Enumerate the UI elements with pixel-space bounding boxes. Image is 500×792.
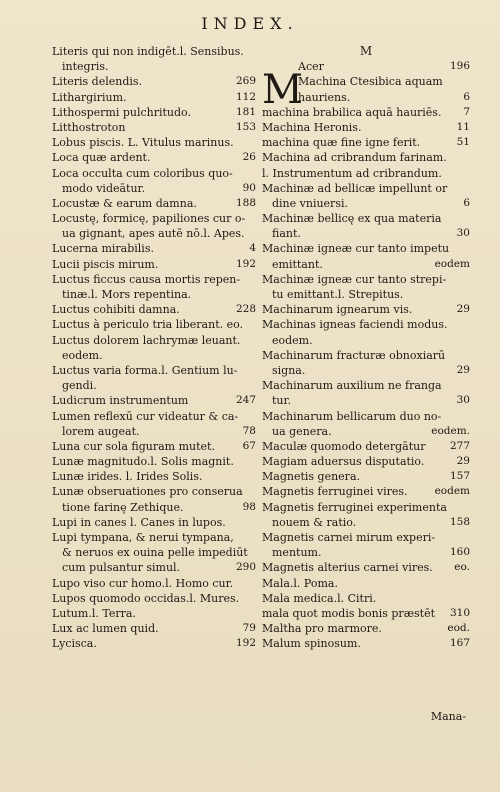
index-entry	[52, 44, 256, 59]
entry-page-number: 157	[449, 470, 470, 483]
entry-text: tu emittant.l. Strepitus.	[272, 288, 404, 301]
entry-text: Magnetis genera.	[262, 470, 360, 484]
index-entry	[52, 636, 256, 651]
entry-text: Luctus dolorem lachrymæ leuant.	[52, 333, 241, 347]
entry-text: Machinarum bellicarum duo no-	[262, 409, 442, 423]
entry-text: cum pulsantur simul.	[62, 561, 181, 575]
entry-page-number: 29	[456, 363, 470, 376]
entry-text: Loca occulta cum coloribus quo-	[52, 166, 233, 180]
entry-text: tione farinę Zethique.	[62, 500, 184, 514]
entry-text: mentum.	[272, 546, 322, 560]
entry-page-number: 98	[242, 500, 256, 513]
entry-page-number: 29	[456, 455, 470, 468]
index-entry	[262, 409, 470, 424]
entry-text: Lupos quomodo occidas.l. Mures.	[52, 591, 240, 605]
index-entry	[262, 150, 470, 165]
entry-text: Mala.l. Poma.	[262, 576, 338, 590]
index-entry	[52, 576, 256, 591]
entry-text: Magnetis carnei mirum experi-	[262, 531, 436, 544]
entry-text: fiant.	[272, 227, 301, 241]
index-entry	[262, 257, 470, 272]
entry-page-number: 160	[449, 546, 470, 559]
section-letter: M	[359, 44, 373, 58]
entry-text: Literis qui non indigēt.l. Sensibus.	[52, 45, 244, 58]
entry-text: Acer	[298, 60, 324, 74]
entry-text: Literis delendis.	[52, 75, 143, 89]
entry-text: Lycisca.	[52, 637, 97, 651]
index-entry	[52, 333, 256, 348]
index-entry	[52, 74, 256, 89]
entry-text: dine vniuersi.	[272, 196, 348, 210]
entry-text: Machina ad cribrandum farinam.	[262, 151, 447, 165]
entry-text: Machinarum fracturæ obnoxiarū	[262, 348, 446, 362]
index-entry	[52, 135, 256, 150]
entry-text: Lucerna mirabilis.	[52, 242, 154, 256]
entry-text: mala quot modis bonis præstēt	[262, 606, 436, 620]
entry-page-number: 290	[235, 561, 256, 574]
entry-text: eodem.	[272, 333, 313, 347]
entry-text: Machina Ctesibica aquam	[298, 75, 443, 89]
entry-text: Loca quæ ardent.	[52, 151, 151, 165]
index-entry	[52, 150, 256, 165]
index-entry	[262, 545, 470, 560]
entry-text: & neruos ex ouina pelle impediūt	[62, 546, 248, 560]
entry-text: Luctus varia forma.l. Gentium lu-	[52, 363, 238, 377]
drop-initial: M	[262, 67, 303, 114]
entry-page-number: 26	[242, 151, 256, 164]
index-entry	[52, 105, 256, 120]
index-entry	[262, 181, 470, 196]
entry-text: Locustę, formicę, papiliones cur o-	[52, 212, 246, 226]
entry-page-number: 192	[235, 257, 256, 270]
entry-page-number: eo.	[454, 561, 470, 574]
entry-text: Machinæ igneæ cur tanto impetu	[262, 242, 450, 256]
index-entry	[262, 515, 470, 530]
entry-page-number: 310	[449, 606, 470, 619]
entry-text: Mala medica.l. Citri.	[262, 591, 377, 605]
index-entry	[52, 272, 256, 287]
entry-text: tur.	[272, 394, 292, 408]
entry-page-number: 29	[456, 303, 470, 316]
index-entry	[262, 378, 470, 393]
index-entry	[262, 317, 470, 332]
entry-text: Machina Heronis.	[262, 120, 362, 134]
entry-page-number: 78	[242, 424, 256, 437]
index-entry	[52, 120, 256, 135]
entry-text: machina brabilica aquā hauriēs.	[262, 105, 442, 119]
index-entry	[262, 302, 470, 317]
index-entry	[52, 348, 256, 363]
entry-page-number: 6	[463, 90, 470, 103]
index-entry	[52, 317, 256, 332]
index-entry	[52, 211, 256, 226]
entry-text: Machinæ igneæ cur tanto strepi-	[262, 272, 447, 286]
entry-text: machina quæ fine igne ferit.	[262, 136, 421, 150]
index-entry	[52, 363, 256, 378]
entry-text: Machinas igneas faciendi modus.	[262, 318, 448, 332]
left-column	[52, 44, 256, 652]
index-entry	[52, 454, 256, 469]
entry-text: Lupi in canes l. Canes in lupos.	[52, 515, 226, 529]
entry-page-number: 79	[242, 622, 256, 635]
entry-text: Lutum.l. Terra.	[52, 606, 136, 620]
entry-page-number: eod.	[447, 622, 470, 635]
index-entry	[52, 59, 256, 74]
entry-text: Locustæ & earum damna.	[52, 196, 197, 210]
entry-text: Litthostroton	[52, 120, 126, 134]
entry-page-number: 228	[235, 303, 256, 316]
index-entry	[52, 591, 256, 606]
entry-text: Lux ac lumen quid.	[52, 622, 159, 636]
entry-text: eodem.	[62, 348, 103, 362]
index-entry	[52, 181, 256, 196]
entry-text: Machinarum ignearum vis.	[262, 303, 413, 317]
index-entry	[52, 439, 256, 454]
index-entry	[52, 484, 256, 499]
entry-page-number: eodem	[434, 257, 470, 270]
index-entry	[52, 545, 256, 560]
entry-page-number: 112	[235, 90, 256, 103]
entry-page-number: 153	[235, 120, 256, 133]
entry-text: hauriens.	[298, 90, 351, 104]
index-entry	[52, 166, 256, 181]
entry-page-number: 7	[463, 105, 470, 118]
entry-text: signa.	[272, 363, 306, 377]
entry-text: tinæ.l. Mors repentina.	[62, 288, 192, 301]
index-entry	[262, 196, 470, 211]
index-entry	[52, 606, 256, 621]
index-entry	[262, 135, 470, 150]
entry-text: Lupi tympana, & nerui tympana,	[52, 531, 234, 544]
entry-text: Maltha pro marmore.	[262, 622, 382, 636]
index-entry	[262, 454, 470, 469]
entry-page-number: 188	[235, 196, 256, 209]
entry-text: l. Instrumentum ad cribrandum.	[262, 166, 442, 180]
entry-text: Luctus à periculo tria liberant. eo.	[52, 318, 244, 332]
entry-page-number: eodem	[434, 485, 470, 498]
index-entry	[262, 500, 470, 515]
entry-text: integris.	[62, 60, 109, 74]
page-header: INDEX.	[201, 14, 299, 33]
entry-text: emittant.	[272, 257, 323, 271]
entry-text: Lithargirium.	[52, 90, 127, 104]
index-entry	[262, 591, 470, 606]
entry-text: Magnetis alterius carnei vires.	[262, 561, 433, 575]
index-entry	[262, 211, 470, 226]
index-entry	[52, 409, 256, 424]
index-entry	[262, 59, 470, 74]
entry-text: Luctus cohibiti damna.	[52, 303, 180, 317]
entry-text: Luna cur sola figuram mutet.	[52, 439, 215, 453]
entry-text: Luctus ficcus causa mortis repen-	[52, 272, 241, 286]
index-entry	[262, 348, 470, 363]
index-entry	[262, 621, 470, 636]
index-entry	[262, 333, 470, 348]
entry-text: Lithospermi pulchritudo.	[52, 105, 191, 119]
index-entry	[262, 424, 470, 439]
entry-page-number: eodem.	[431, 424, 470, 437]
entry-page-number: 192	[235, 637, 256, 650]
entry-text: ua genera.	[272, 424, 332, 438]
index-entry	[52, 424, 256, 439]
entry-text: Ludicrum instrumentum	[52, 394, 189, 408]
entry-page-number: 167	[449, 637, 470, 650]
index-entry	[262, 469, 470, 484]
right-column	[262, 44, 470, 652]
entry-text: Lucii piscis mirum.	[52, 257, 159, 271]
index-entry	[52, 530, 256, 545]
index-entry	[52, 90, 256, 105]
entry-page-number: 30	[456, 394, 470, 407]
index-entry	[262, 576, 470, 591]
entry-text: Lunæ irides. l. Irides Solis.	[52, 470, 203, 484]
entry-text: Malum spinosum.	[262, 637, 361, 651]
entry-text: Maculæ quomodo detergātur	[262, 439, 426, 453]
entry-text: Lobus piscis. L. Vitulus marinus.	[52, 136, 234, 150]
index-entry	[52, 378, 256, 393]
entry-page-number: 6	[463, 196, 470, 209]
entry-text: Lunæ magnitudo.l. Solis magnit.	[52, 455, 234, 469]
index-entry	[52, 621, 256, 636]
index-entry	[262, 606, 470, 621]
index-entry	[262, 241, 470, 256]
index-entry	[262, 90, 470, 105]
index-entry	[52, 257, 256, 272]
index-entry	[262, 439, 470, 454]
entry-text: Magnetis ferruginei vires.	[262, 485, 408, 499]
index-entry	[262, 363, 470, 378]
entry-text: modo videātur.	[62, 181, 146, 195]
entry-text: Lunæ obseruationes pro conserua	[52, 485, 243, 499]
entry-page-number: 196	[449, 60, 470, 73]
index-entry	[262, 287, 470, 302]
entry-page-number: 269	[235, 75, 256, 88]
entry-page-number: 247	[235, 394, 256, 407]
index-entry	[262, 636, 470, 651]
entry-page-number: 4	[249, 242, 256, 255]
entry-text: Machinarum auxilium ne franga	[262, 379, 442, 393]
entry-text: gendi.	[62, 379, 97, 393]
catchword: Mana-	[430, 710, 466, 723]
entry-page-number: 181	[235, 105, 256, 118]
entry-page-number: 67	[242, 439, 256, 452]
entry-text: Machinæ ad bellicæ impellunt or	[262, 181, 448, 195]
entry-text: Machinæ bellicę ex qua materia	[262, 212, 442, 226]
index-entry	[52, 515, 256, 530]
index-entry	[262, 74, 470, 89]
entry-page-number: 90	[242, 181, 256, 194]
entry-page-number: 51	[456, 136, 470, 149]
index-entry	[52, 500, 256, 515]
index-entry	[262, 393, 470, 408]
index-entry	[52, 393, 256, 408]
index-entry	[262, 105, 470, 120]
index-entry	[52, 287, 256, 302]
entry-text: ua gignant, apes autē nō.l. Apes.	[62, 227, 245, 241]
index-entry	[52, 469, 256, 484]
index-entry	[262, 530, 470, 545]
entry-page-number: 277	[449, 439, 470, 452]
entry-text: Lupo viso cur homo.l. Homo cur.	[52, 576, 234, 590]
index-entry	[262, 560, 470, 575]
index-entry	[52, 560, 256, 575]
entry-text: Magnetis ferruginei experimenta	[262, 500, 447, 514]
index-entry	[52, 302, 256, 317]
entry-page-number: 30	[456, 227, 470, 240]
index-entry	[262, 166, 470, 181]
index-entry	[262, 272, 470, 287]
index-entry	[52, 196, 256, 211]
entry-page-number: 158	[449, 515, 470, 528]
index-entry	[262, 484, 470, 499]
index-entry	[52, 226, 256, 241]
index-entry	[262, 120, 470, 135]
entry-text: lorem augeat.	[62, 424, 140, 438]
index-entry	[52, 241, 256, 256]
entry-text: nouem & ratio.	[272, 515, 357, 529]
entry-page-number: 11	[456, 120, 470, 133]
entry-text: Magiam aduersus disputatio.	[262, 455, 425, 469]
right-entries	[262, 59, 470, 651]
index-entry	[262, 226, 470, 241]
entry-text: Lumen reflexū cur videatur & ca-	[52, 409, 239, 423]
